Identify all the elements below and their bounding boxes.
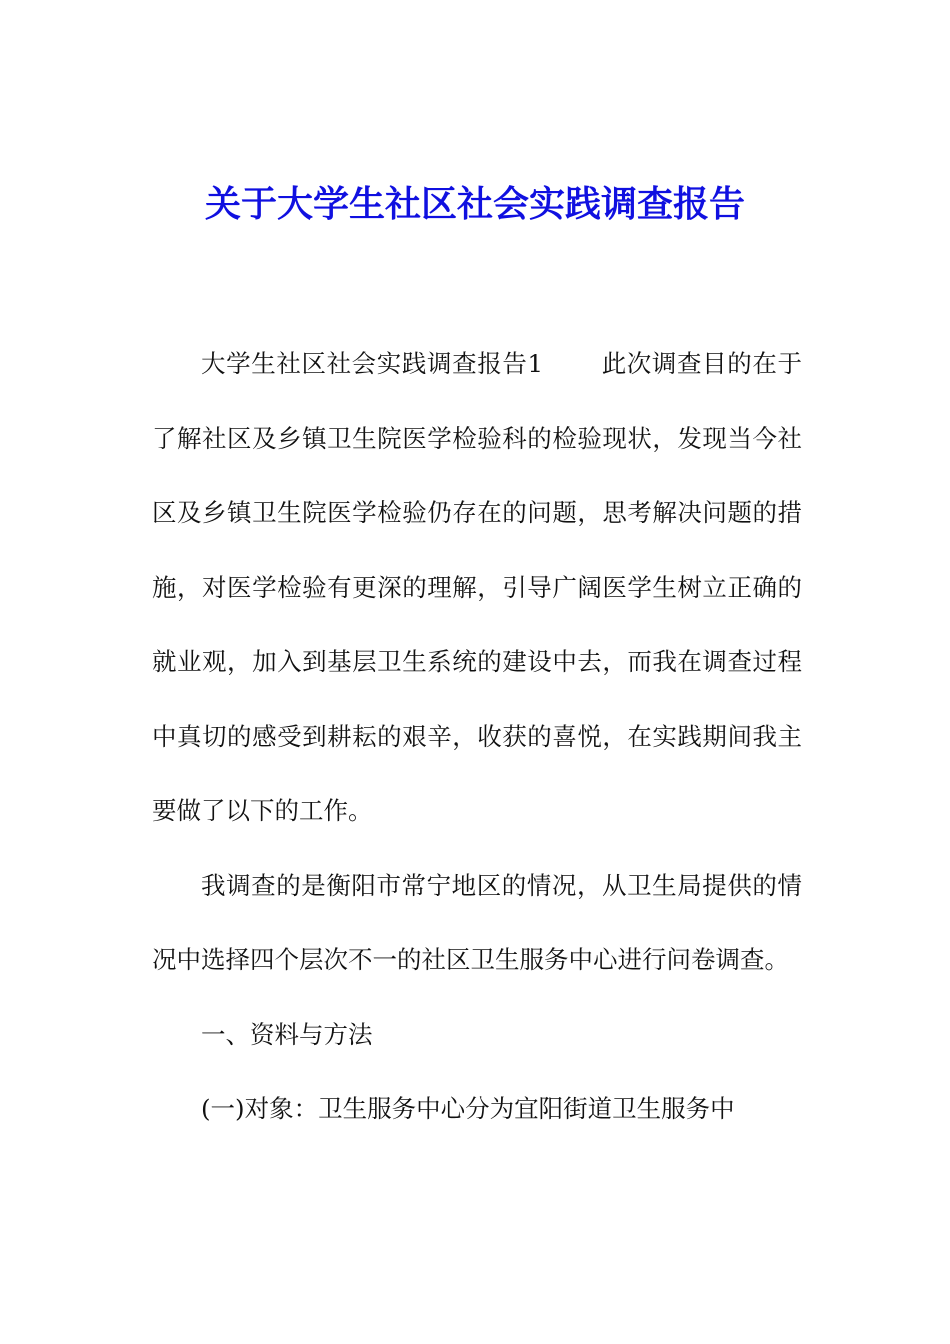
paragraph-1-lead: 大学生社区社会实践调查报告1 xyxy=(201,349,544,378)
paragraph-2: 我调查的是衡阳市常宁地区的情况，从卫生局提供的情况中选择四个层次不一的社区卫生服务中心进行问卷调查。 xyxy=(152,870,802,974)
paragraph-1-text: 此次调查目的在于了解社区及乡镇卫生院医学检验科的检验现状，发现当今社区及乡镇卫生院医学检验仍存在的问题，思考解决问题的措施，对医学检验有更深的理解，引导广阔医学生树立正确的就业观，加入到基层卫生系统的建设中去，而我在调查过程中真切的感受到耕耘的艰辛，收获的喜悦，在实践期间我主要做了以下的工作。 xyxy=(152,349,802,825)
paragraph-3: (一)对象：卫生服务中心分为宜阳街道卫生服务中 xyxy=(201,1094,735,1123)
section-heading: 一、资料与方法 xyxy=(201,1019,373,1049)
document-title: 关于大学生社区社会实践调查报告 xyxy=(204,183,745,225)
document-body xyxy=(152,327,802,1147)
paragraph-1 xyxy=(152,327,802,849)
